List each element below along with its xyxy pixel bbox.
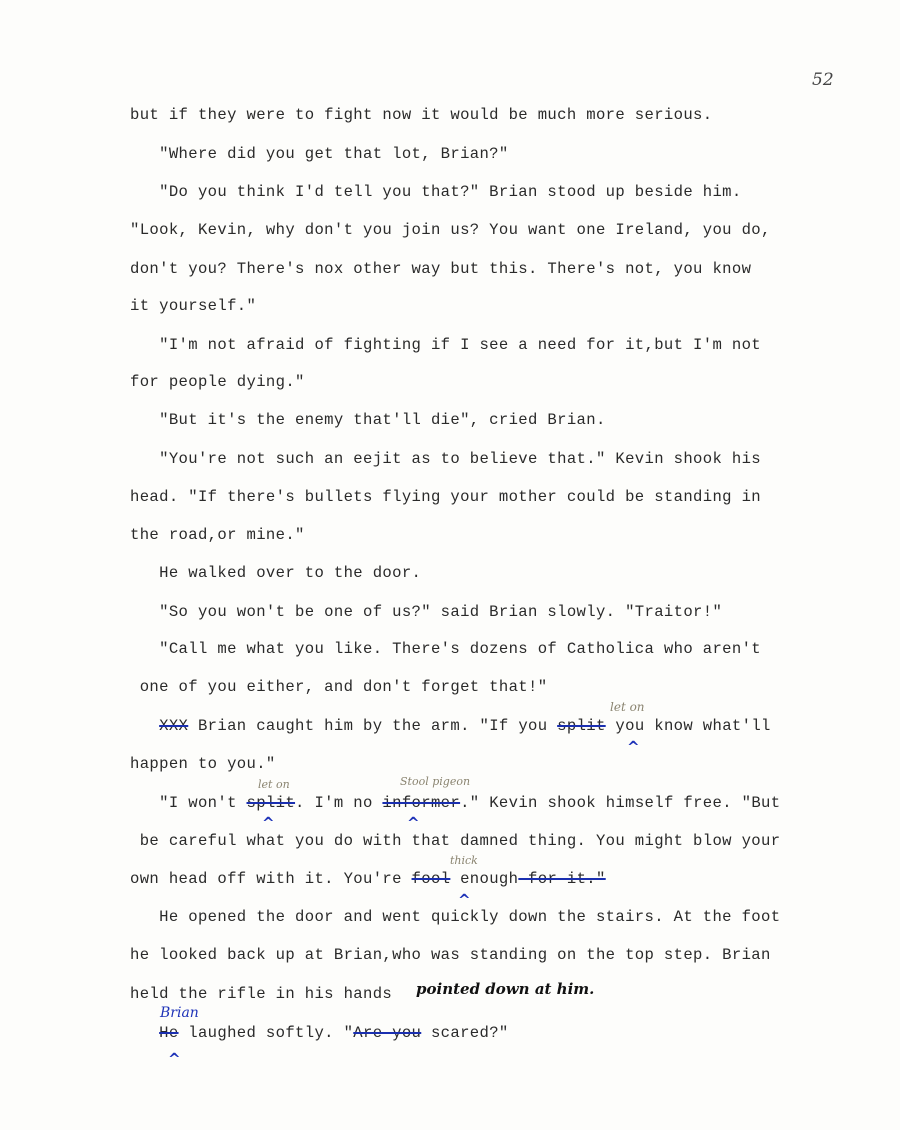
text-line-2: "Where did you get that lot, Brian?" bbox=[130, 145, 509, 163]
text-line-9: "But it's the enemy that'll die", cried Brian. bbox=[130, 411, 606, 429]
text-line-5: don't you? There's nox other way but this. There's not, you know bbox=[130, 260, 752, 278]
text-line-11: head. "If there's bullets flying your mother could be standing in bbox=[130, 488, 762, 506]
struck-mark: XXX bbox=[159, 717, 189, 735]
annotation-brian: Brian bbox=[160, 1005, 199, 1021]
struck-phrase-are-you: Are you bbox=[353, 1024, 422, 1042]
text-line-14: "So you won't be one of us?" said Brian slowly. "Traitor!" bbox=[130, 603, 723, 621]
text-line-16: one of you either, and don't forget that!" bbox=[130, 678, 548, 696]
line-indent bbox=[130, 794, 159, 812]
text-line-8: for people dying." bbox=[130, 373, 305, 391]
line-part: laughed softly. " bbox=[178, 1024, 354, 1042]
line-part: own head off with it. You're bbox=[130, 870, 412, 888]
line-part: ." Kevin shook himself free. "But bbox=[460, 794, 781, 812]
struck-word-informer: informer bbox=[382, 794, 461, 812]
text-line-22: He opened the door and went quickly down the stairs. At the foot bbox=[130, 908, 781, 926]
text-line-3: "Do you think I'd tell you that?" Brian stood up beside him. bbox=[130, 183, 742, 201]
insertion-caret: ^ bbox=[168, 1050, 181, 1068]
struck-word-fool: fool bbox=[411, 870, 451, 888]
annotation-stool-pigeon: Stool pigeon bbox=[400, 775, 471, 788]
text-line-19 bbox=[130, 794, 780, 812]
text-line-23: he looked back up at Brian,who was standing on the top step. Brian bbox=[130, 946, 771, 964]
struck-word-split-2: split bbox=[246, 794, 296, 812]
line-part: . I'm no bbox=[295, 794, 383, 812]
insertion-caret: ^ bbox=[627, 738, 640, 756]
line-part: Brian caught him by the arm. "If you bbox=[188, 717, 558, 735]
annotation-let-on-2: let on bbox=[258, 778, 290, 791]
struck-word-he: He bbox=[159, 1024, 179, 1042]
text-line-21 bbox=[130, 870, 606, 888]
struck-word-split: split bbox=[557, 717, 606, 735]
annotation-let-on-1: let on bbox=[610, 700, 645, 714]
text-line-20: be careful what you do with that damned thing. You might blow your bbox=[130, 832, 781, 850]
line-part: scared?" bbox=[421, 1024, 509, 1042]
line-indent bbox=[130, 717, 159, 735]
line-part: "I won't bbox=[159, 794, 247, 812]
page-number: 52 bbox=[812, 70, 834, 90]
text-line-10: "You're not such an eejit as to believe that." Kevin shook his bbox=[130, 450, 762, 468]
text-line-6: it yourself." bbox=[130, 297, 257, 315]
insertion-caret: ^ bbox=[458, 891, 471, 909]
line-part: enough bbox=[450, 870, 519, 888]
text-line-7: "I'm not afraid of fighting if I see a need for it,but I'm not bbox=[130, 336, 762, 354]
text-line-12: the road,or mine." bbox=[130, 526, 305, 544]
handwritten-insert: pointed down at him. bbox=[416, 980, 595, 998]
insertion-caret: ^ bbox=[262, 814, 275, 832]
text-line-4: "Look, Kevin, why don't you join us? You want one Ireland, you do, bbox=[130, 221, 771, 239]
text-line-13: He walked over to the door. bbox=[130, 564, 422, 582]
text-line-24: held the rifle in his hands bbox=[130, 985, 393, 1003]
annotation-thick: thick bbox=[450, 854, 478, 867]
text-line-17 bbox=[130, 717, 771, 735]
text-line-15: "Call me what you like. There's dozens of Catholica who aren't bbox=[130, 640, 762, 658]
line-indent bbox=[130, 1024, 159, 1042]
insertion-caret: ^ bbox=[407, 814, 420, 832]
struck-phrase-for-it: for it." bbox=[518, 870, 606, 888]
text-line-1: but if they were to fight now it would be much more serious. bbox=[130, 106, 713, 124]
text-line-25 bbox=[130, 1024, 509, 1042]
line-part: you know what'll bbox=[605, 717, 771, 735]
text-line-18: happen to you." bbox=[130, 755, 276, 773]
